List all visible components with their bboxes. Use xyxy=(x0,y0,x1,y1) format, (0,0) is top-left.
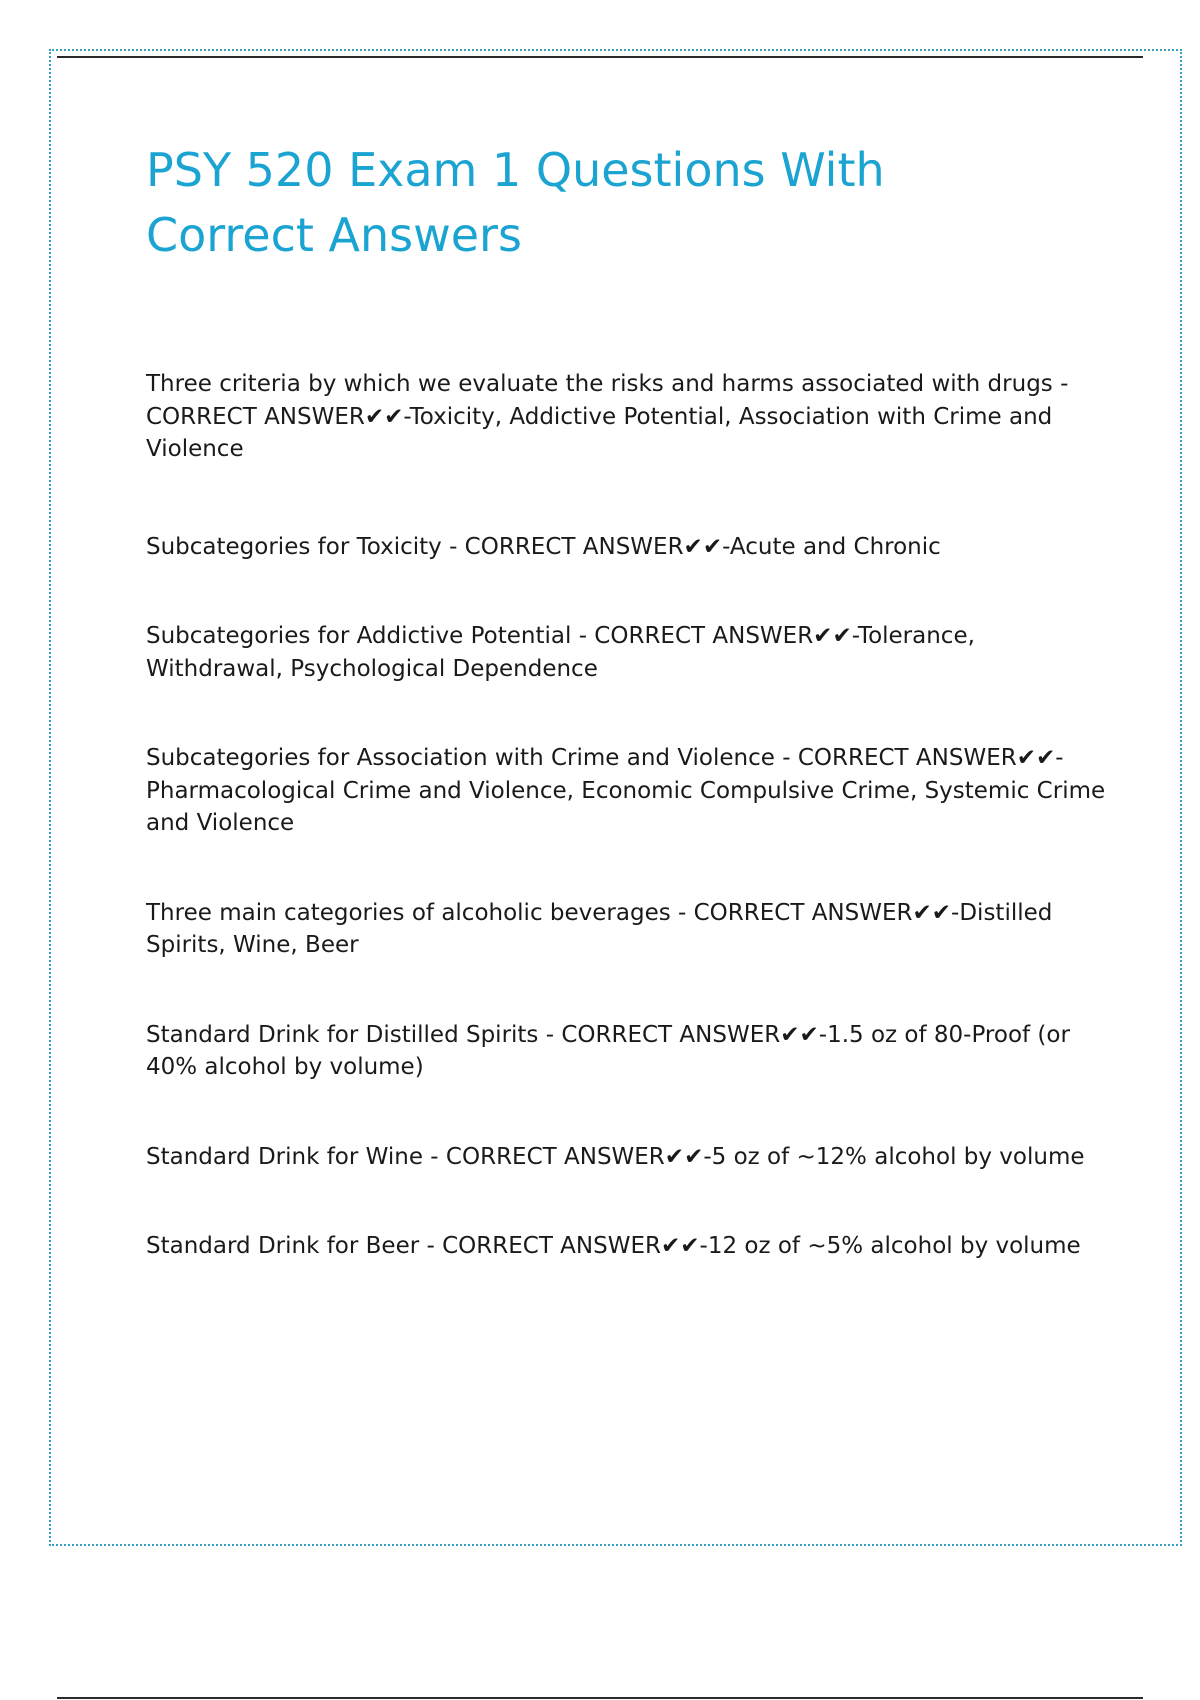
question-text: Standard Drink for Wine xyxy=(146,1143,423,1170)
answer-separator: - CORRECT ANSWER✔✔- xyxy=(419,1233,708,1259)
answer-text: Toxicity, Addictive Potential, Association with Crime and Violence xyxy=(146,403,1053,462)
qa-item-6 xyxy=(146,1019,1106,1084)
answer-separator: - CORRECT ANSWER✔✔- xyxy=(774,745,1064,771)
answer-separator: - CORRECT ANSWER✔✔- xyxy=(441,533,730,560)
next-page-rule xyxy=(57,1697,1143,1699)
answer-text: 5 oz of ~12% alcohol by volume xyxy=(711,1143,1085,1170)
answer-text: 12 oz of ~5% alcohol by volume xyxy=(707,1233,1081,1259)
answer-separator: - CORRECT ANSWER✔✔- xyxy=(571,623,858,649)
qa-item-4 xyxy=(146,742,1106,840)
qa-item-1 xyxy=(146,368,1106,466)
question-text: Three main categories of alcoholic beverages xyxy=(146,899,671,926)
document-title xyxy=(146,138,1046,268)
qa-item-5 xyxy=(146,897,1106,962)
answer-text: Distilled Spirits, Wine, Beer xyxy=(146,899,1053,958)
question-text: Standard Drink for Beer xyxy=(146,1233,420,1259)
answer-separator: - CORRECT ANSWER✔✔- xyxy=(423,1143,712,1170)
answer-text: 1.5 oz of 80-Proof (or 40% alcohol by volume) xyxy=(146,1021,1070,1080)
qa-item-3 xyxy=(146,620,1106,685)
qa-item-2 xyxy=(146,531,1106,564)
question-text: Subcategories for Association with Crime and Violence xyxy=(146,745,775,771)
question-text: Subcategories for Toxicity xyxy=(146,533,442,560)
answer-separator: - CORRECT ANSWER✔✔- xyxy=(538,1021,828,1048)
title-line-1: PSY 520 Exam 1 Questions With xyxy=(146,143,885,197)
answer-separator: - CORRECT ANSWER✔✔- xyxy=(146,371,1069,430)
answer-text: Acute and Chronic xyxy=(729,533,941,560)
title-line-2: Correct Answers xyxy=(146,208,522,262)
question-answer-list xyxy=(146,368,1106,1263)
answer-text: Pharmacological Crime and Violence, Economic Compulsive Crime, Systemic Crime and Violence xyxy=(146,777,1106,836)
question-text: Standard Drink for Distilled Spirits xyxy=(146,1021,539,1048)
answer-text: Tolerance, Withdrawal, Psychological Dependence xyxy=(146,623,975,682)
qa-item-7 xyxy=(146,1141,1106,1174)
question-text: Three criteria by which we evaluate the risks and harms associated with drugs xyxy=(146,371,1053,397)
answer-separator: - CORRECT ANSWER✔✔- xyxy=(670,899,960,926)
qa-item-8 xyxy=(146,1230,1106,1263)
question-text: Subcategories for Addictive Potential xyxy=(146,623,572,649)
